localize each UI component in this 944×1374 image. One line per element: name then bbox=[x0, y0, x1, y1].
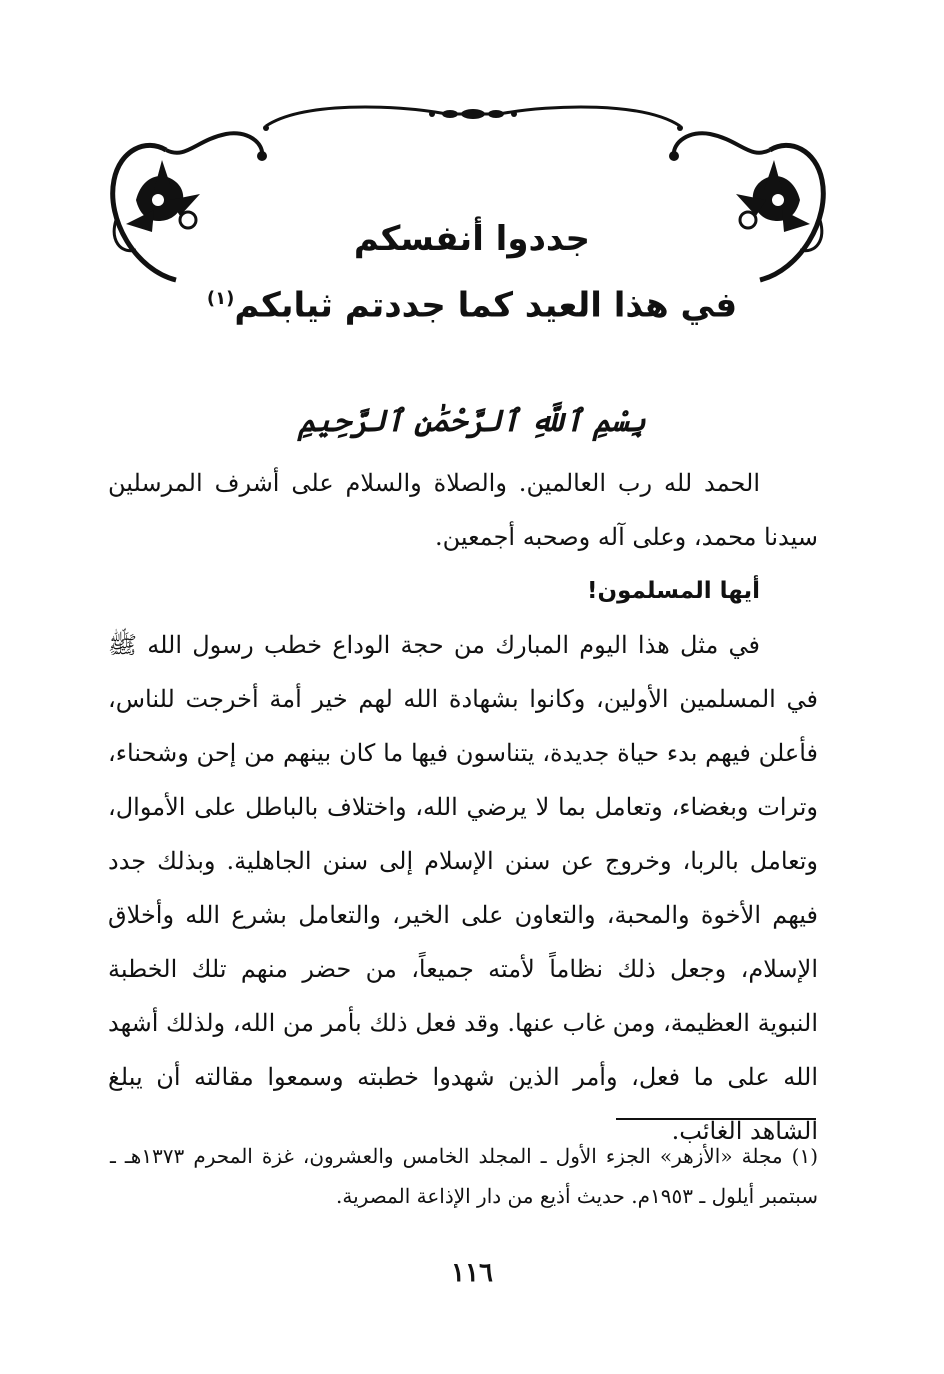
footnote-divider bbox=[616, 1118, 816, 1120]
footnote-text: (١) مجلة «الأزهر» الجزء الأول ـ المجلد الخامس والعشرون، غزة المحرم ١٣٧٣هـ ـ سبتمبر أيلول ـ ١٩٥٣م. حديث أذيع من دار الإذاعة المصرية. bbox=[110, 1144, 818, 1208]
intro-paragraph: الحمد لله رب العالمين. والصلاة والسلام على أشرف المرسلين سيدنا محمد، وعلى آله وصحبه أجمعين. bbox=[108, 469, 818, 551]
page-title-line-2 bbox=[200, 274, 744, 330]
page-title-line-1: جددوا أنفسكم bbox=[353, 219, 591, 259]
body-paragraph: في مثل هذا اليوم المبارك من حجة الوداع خطب رسول الله ﷺ في المسلمين الأولين، وكانوا بشهادة الله لهم خير أمة أخرجت للناس، فأعلن فيهم بدء حياة جديدة، يتناسون فيها ما كان بينهم من إحن وشحناء، وترات وبغضاء، وتعامل بما لا يرضي الله، واختلاف بالباطل على الأموال، وتعامل بالربا، وخروج عن سنن الإسلام إلى سنن الجاهلية. وبذلك جدد فيهم الأخوة والمحبة، والتعاون على الخير، والتعامل بشرع الله وأخلاق الإسلام، وجعل ذلك نظاماً لأمته جميعاً، من حضر منهم تلك الخطبة النبوية العظيمة، ومن غاب عنها. وقد فعل ذلك بأمر من الله، ولذلك أشهد الله على ما فعل، وأمر الذين شهدوا خطبته وسمعوا مقالته أن يبلغ الشاهد الغائب. bbox=[107, 631, 818, 1145]
address-heading: أيها المسلمون! bbox=[586, 578, 760, 604]
footnote bbox=[110, 1136, 818, 1216]
top-ornament bbox=[262, 96, 684, 136]
title-footnote-marker: (١) bbox=[206, 288, 235, 309]
basmala: بِسْمِ ٱللَّهِ ٱلرَّحْمَٰنِ ٱلرَّحِيمِ bbox=[298, 404, 646, 439]
page-number: ١١٦ bbox=[451, 1258, 493, 1288]
main-text bbox=[108, 456, 818, 1158]
title-line-2-text: في هذا العيد كما جددتم ثيابكم bbox=[234, 285, 738, 326]
